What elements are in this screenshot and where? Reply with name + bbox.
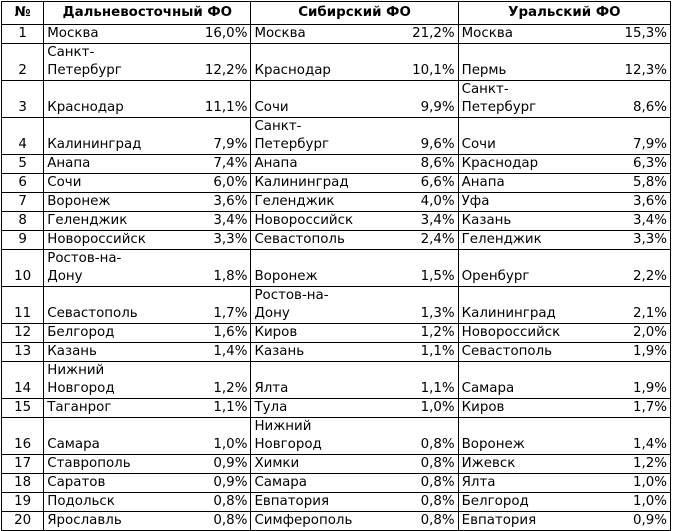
- ural-share-cell: 2,2%: [600, 250, 670, 287]
- siberia-share-cell: 0,8%: [388, 418, 458, 455]
- ural-city-cell: Краснодар: [458, 155, 600, 174]
- far-east-city-cell: Воронеж: [44, 193, 181, 212]
- siberia-share-cell: 21,2%: [388, 25, 458, 44]
- table-row: [2, 418, 671, 455]
- table-row: [2, 118, 671, 155]
- ural-city-cell: Киров: [458, 399, 600, 418]
- table-body: [2, 25, 671, 531]
- far-east-city-cell: Сочи: [44, 174, 181, 193]
- ural-city-cell: Уфа: [458, 193, 600, 212]
- ural-city-cell: Сочи: [458, 118, 600, 155]
- table-row: [2, 474, 671, 493]
- far-east-city-cell: Саратов: [44, 474, 181, 493]
- siberia-city-cell: Тула: [251, 399, 388, 418]
- far-east-share-cell: 1,0%: [181, 418, 251, 455]
- siberia-share-cell: 10,1%: [388, 44, 458, 81]
- rank-cell: 16: [2, 418, 44, 455]
- far-east-share-cell: 1,1%: [181, 399, 251, 418]
- rank-cell: 2: [2, 44, 44, 81]
- ural-share-cell: 1,9%: [600, 362, 670, 399]
- siberia-city-cell: Казань: [251, 343, 388, 362]
- ural-share-cell: 1,0%: [600, 493, 670, 512]
- ural-share-cell: 6,3%: [600, 155, 670, 174]
- siberia-share-cell: 1,0%: [388, 399, 458, 418]
- far-east-share-cell: 3,4%: [181, 212, 251, 231]
- header-far-east: Дальневосточный ФО: [44, 2, 251, 25]
- rank-cell: 6: [2, 174, 44, 193]
- siberia-share-cell: 1,5%: [388, 250, 458, 287]
- ural-share-cell: 3,4%: [600, 212, 670, 231]
- ural-share-cell: 1,9%: [600, 343, 670, 362]
- far-east-share-cell: 3,3%: [181, 231, 251, 250]
- siberia-share-cell: 1,2%: [388, 324, 458, 343]
- siberia-city-cell: Новороссийск: [251, 212, 388, 231]
- siberia-city-cell: Краснодар: [251, 44, 388, 81]
- far-east-share-cell: 7,9%: [181, 118, 251, 155]
- siberia-share-cell: 2,4%: [388, 231, 458, 250]
- siberia-share-cell: 1,1%: [388, 343, 458, 362]
- header-siberia: Сибирский ФО: [251, 2, 458, 25]
- far-east-city-cell: Москва: [44, 25, 181, 44]
- table-row: [2, 81, 671, 118]
- ural-share-cell: 1,0%: [600, 474, 670, 493]
- siberia-share-cell: 1,3%: [388, 287, 458, 324]
- rank-cell: 12: [2, 324, 44, 343]
- rank-cell: 5: [2, 155, 44, 174]
- far-east-share-cell: 1,8%: [181, 250, 251, 287]
- ural-share-cell: 5,8%: [600, 174, 670, 193]
- siberia-city-cell: Киров: [251, 324, 388, 343]
- siberia-share-cell: 1,1%: [388, 362, 458, 399]
- rank-cell: 11: [2, 287, 44, 324]
- rank-cell: 17: [2, 455, 44, 474]
- siberia-city-cell: Геленджик: [251, 193, 388, 212]
- far-east-share-cell: 0,8%: [181, 512, 251, 531]
- ural-share-cell: 1,7%: [600, 399, 670, 418]
- far-east-share-cell: 1,6%: [181, 324, 251, 343]
- ural-city-cell: Новороссийск: [458, 324, 600, 343]
- ural-share-cell: 2,1%: [600, 287, 670, 324]
- far-east-city-cell: Калининград: [44, 118, 181, 155]
- siberia-share-cell: 9,9%: [388, 81, 458, 118]
- siberia-city-cell: Севастополь: [251, 231, 388, 250]
- ural-city-cell: Севастополь: [458, 343, 600, 362]
- ural-share-cell: 7,9%: [600, 118, 670, 155]
- ural-city-cell: Евпатория: [458, 512, 600, 531]
- ural-share-cell: 3,3%: [600, 231, 670, 250]
- table-row: [2, 44, 671, 81]
- ural-city-cell: Ижевск: [458, 455, 600, 474]
- far-east-share-cell: 11,1%: [181, 81, 251, 118]
- siberia-share-cell: 0,8%: [388, 455, 458, 474]
- rank-cell: 14: [2, 362, 44, 399]
- far-east-city-cell: Севастополь: [44, 287, 181, 324]
- table-row: [2, 155, 671, 174]
- far-east-share-cell: 1,4%: [181, 343, 251, 362]
- far-east-city-cell: Новороссийск: [44, 231, 181, 250]
- rank-cell: 3: [2, 81, 44, 118]
- rank-cell: 10: [2, 250, 44, 287]
- rank-cell: 15: [2, 399, 44, 418]
- table-row: [2, 193, 671, 212]
- rank-cell: 8: [2, 212, 44, 231]
- siberia-city-cell: Химки: [251, 455, 388, 474]
- ural-city-cell: Анапа: [458, 174, 600, 193]
- far-east-city-cell: Санкт- Петербург: [44, 44, 181, 81]
- siberia-city-cell: Симферополь: [251, 512, 388, 531]
- ural-city-cell: Белгород: [458, 493, 600, 512]
- far-east-city-cell: Анапа: [44, 155, 181, 174]
- ural-share-cell: 0,9%: [600, 512, 670, 531]
- ural-share-cell: 12,3%: [600, 44, 670, 81]
- siberia-share-cell: 6,6%: [388, 174, 458, 193]
- far-east-city-cell: Белгород: [44, 324, 181, 343]
- far-east-share-cell: 6,0%: [181, 174, 251, 193]
- header-ural: Уральский ФО: [458, 2, 670, 25]
- far-east-city-cell: Ростов-на- Дону: [44, 250, 181, 287]
- ural-city-cell: Казань: [458, 212, 600, 231]
- table-row: [2, 399, 671, 418]
- table-row: [2, 493, 671, 512]
- ural-share-cell: 2,0%: [600, 324, 670, 343]
- destinations-table: [1, 1, 671, 531]
- table-row: [2, 174, 671, 193]
- far-east-city-cell: Краснодар: [44, 81, 181, 118]
- far-east-share-cell: 12,2%: [181, 44, 251, 81]
- siberia-city-cell: Анапа: [251, 155, 388, 174]
- siberia-city-cell: Воронеж: [251, 250, 388, 287]
- siberia-share-cell: 3,4%: [388, 212, 458, 231]
- siberia-city-cell: Сочи: [251, 81, 388, 118]
- far-east-share-cell: 1,7%: [181, 287, 251, 324]
- far-east-city-cell: Подольск: [44, 493, 181, 512]
- table-row: [2, 231, 671, 250]
- rank-cell: 4: [2, 118, 44, 155]
- siberia-city-cell: Нижний Новгород: [251, 418, 388, 455]
- rank-cell: 13: [2, 343, 44, 362]
- far-east-share-cell: 0,9%: [181, 455, 251, 474]
- ural-share-cell: 3,6%: [600, 193, 670, 212]
- far-east-city-cell: Ярославль: [44, 512, 181, 531]
- far-east-share-cell: 0,8%: [181, 493, 251, 512]
- table-row: [2, 343, 671, 362]
- siberia-city-cell: Евпатория: [251, 493, 388, 512]
- far-east-share-cell: 0,9%: [181, 474, 251, 493]
- ural-city-cell: Оренбург: [458, 250, 600, 287]
- ranking-table-container: [1, 1, 671, 531]
- ural-share-cell: 1,2%: [600, 455, 670, 474]
- siberia-share-cell: 0,8%: [388, 512, 458, 531]
- siberia-city-cell: Самара: [251, 474, 388, 493]
- ural-share-cell: 1,4%: [600, 418, 670, 455]
- far-east-share-cell: 3,6%: [181, 193, 251, 212]
- far-east-city-cell: Самара: [44, 418, 181, 455]
- siberia-city-cell: Москва: [251, 25, 388, 44]
- siberia-share-cell: 8,6%: [388, 155, 458, 174]
- ural-city-cell: Калининград: [458, 287, 600, 324]
- rank-cell: 7: [2, 193, 44, 212]
- siberia-share-cell: 0,8%: [388, 474, 458, 493]
- ural-city-cell: Воронеж: [458, 418, 600, 455]
- ural-city-cell: Геленджик: [458, 231, 600, 250]
- header-row: [2, 2, 671, 25]
- table-row: [2, 362, 671, 399]
- header-number: №: [2, 2, 44, 25]
- far-east-share-cell: 1,2%: [181, 362, 251, 399]
- table-row: [2, 250, 671, 287]
- far-east-share-cell: 16,0%: [181, 25, 251, 44]
- ural-city-cell: Пермь: [458, 44, 600, 81]
- table-row: [2, 212, 671, 231]
- table-row: [2, 25, 671, 44]
- rank-cell: 9: [2, 231, 44, 250]
- far-east-city-cell: Таганрог: [44, 399, 181, 418]
- rank-cell: 1: [2, 25, 44, 44]
- table-row: [2, 287, 671, 324]
- rank-cell: 19: [2, 493, 44, 512]
- rank-cell: 20: [2, 512, 44, 531]
- ural-share-cell: 15,3%: [600, 25, 670, 44]
- siberia-city-cell: Ялта: [251, 362, 388, 399]
- ural-city-cell: Ялта: [458, 474, 600, 493]
- ural-city-cell: Самара: [458, 362, 600, 399]
- table-row: [2, 455, 671, 474]
- ural-city-cell: Санкт- Петербург: [458, 81, 600, 118]
- table-row: [2, 324, 671, 343]
- siberia-share-cell: 9,6%: [388, 118, 458, 155]
- siberia-city-cell: Калининград: [251, 174, 388, 193]
- siberia-city-cell: Ростов-на- Дону: [251, 287, 388, 324]
- ural-share-cell: 8,6%: [600, 81, 670, 118]
- siberia-city-cell: Санкт- Петербург: [251, 118, 388, 155]
- far-east-share-cell: 7,4%: [181, 155, 251, 174]
- far-east-city-cell: Геленджик: [44, 212, 181, 231]
- ural-city-cell: Москва: [458, 25, 600, 44]
- far-east-city-cell: Ставрополь: [44, 455, 181, 474]
- far-east-city-cell: Казань: [44, 343, 181, 362]
- rank-cell: 18: [2, 474, 44, 493]
- siberia-share-cell: 4,0%: [388, 193, 458, 212]
- siberia-share-cell: 0,8%: [388, 493, 458, 512]
- far-east-city-cell: Нижний Новгород: [44, 362, 181, 399]
